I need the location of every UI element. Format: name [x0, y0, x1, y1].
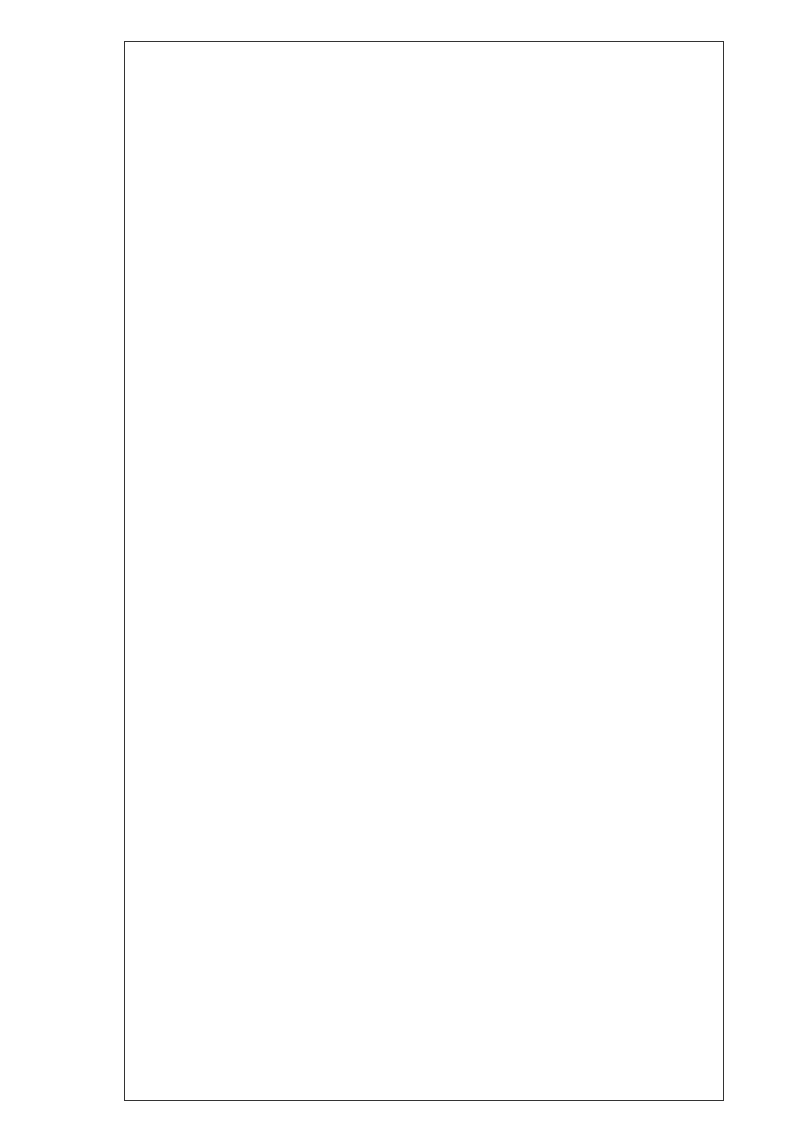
project-table	[124, 41, 724, 1101]
rotated-table-container	[124, 41, 724, 1101]
page-number	[30, 1062, 102, 1082]
